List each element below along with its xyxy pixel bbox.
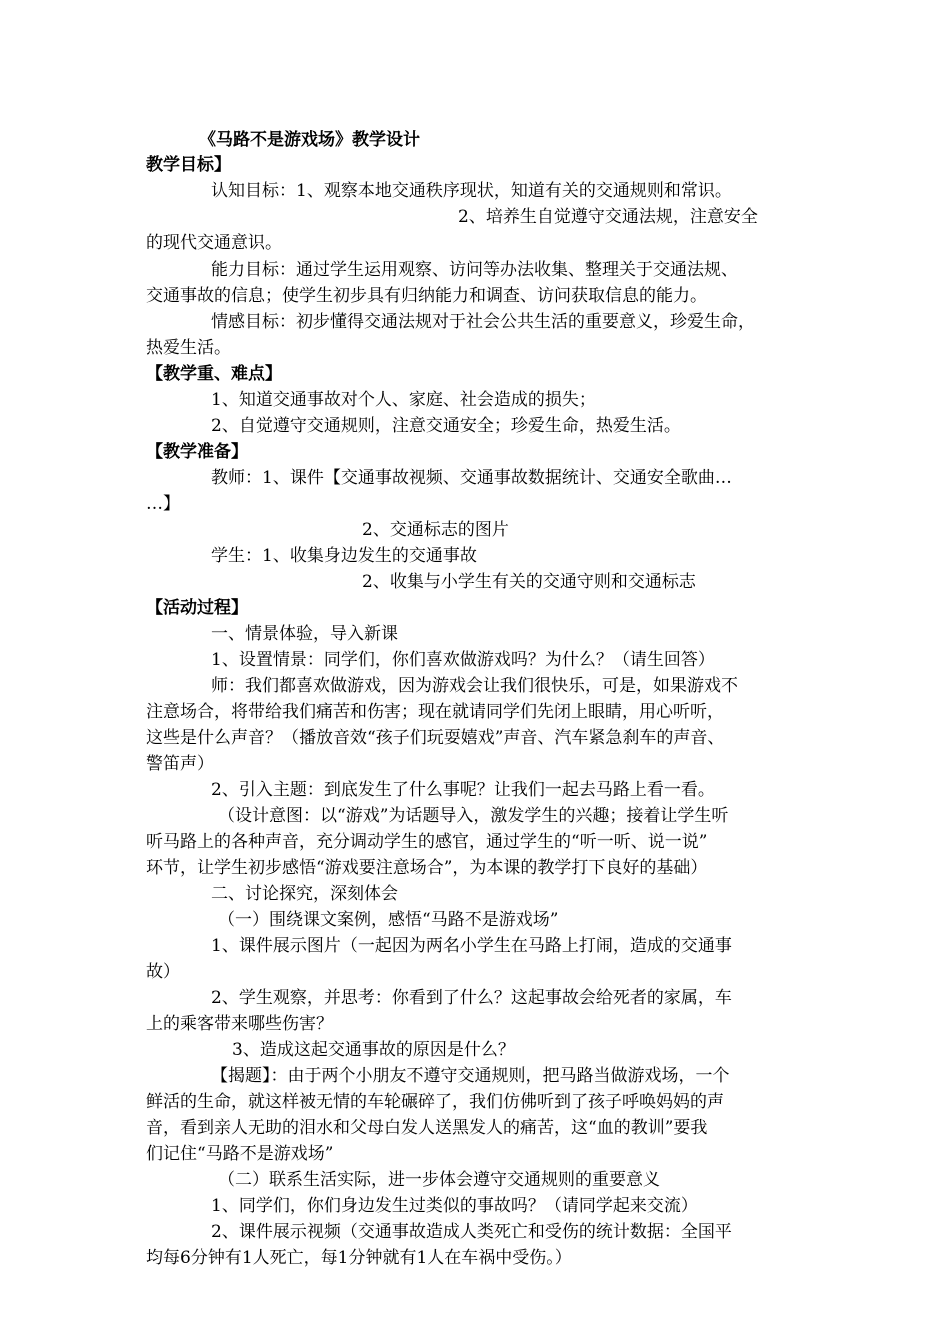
document-title: 《马路不是游戏场》教学设计 (199, 130, 420, 150)
body-line: 教师：1、课件【交通事故视频、交通事故数据统计、交通安全歌曲… (211, 468, 732, 488)
body-line: 鲜活的生命，就这样被无情的车轮碾碎了，我们仿佛听到了孩子呼唤妈妈的声 (146, 1092, 724, 1112)
body-line: 学生：1、收集身边发生的交通事故 (211, 546, 477, 566)
body-line: 们记住“马路不是游戏场” (146, 1144, 334, 1164)
body-line: （设计意图：以“游戏”为话题导入，激发学生的兴趣；接着让学生听 (218, 806, 729, 826)
body-line: 2、收集与小学生有关的交通守则和交通标志 (362, 572, 696, 592)
body-line: 【揭题】：由于两个小朋友不遵守交通规则，把马路当做游戏场，一个 (211, 1066, 730, 1086)
body-line: 2、交通标志的图片 (362, 520, 509, 540)
body-line: 2、课件展示视频（交通事故造成人类死亡和受伤的统计数据：全国平 (211, 1222, 732, 1242)
body-line: 均每6分钟有1人死亡，每1分钟就有1人在车祸中受伤。） (146, 1248, 572, 1268)
body-line: 2、培养生自觉遵守交通法规，注意安全 (458, 207, 758, 227)
body-line: 1、同学们，你们身边发生过类似的事故吗？（请同学起来交流） (211, 1196, 698, 1216)
section-heading: 【活动过程】 (146, 598, 248, 618)
body-line: 听马路上的各种声音，充分调动学生的感官，通过学生的“听一听、说一说” (146, 832, 708, 852)
body-line: 3、造成这起交通事故的原因是什么？ (232, 1040, 515, 1060)
body-line: 警笛声） (146, 754, 214, 774)
body-line: 上的乘客带来哪些伤害？ (146, 1014, 333, 1034)
body-line: （二）联系生活实际，进一步体会遵守交通规则的重要意义 (218, 1170, 660, 1190)
body-line: 2、引入主题：到底发生了什么事呢？让我们一起去马路上看一看。 (211, 780, 715, 800)
body-line: 环节，让学生初步感悟“游戏要注意场合”，为本课的教学打下良好的基础） (146, 858, 708, 878)
body-line: 1、知道交通事故对个人、家庭、社会造成的损失； (211, 390, 596, 410)
body-line: 音，看到亲人无助的泪水和父母白发人送黑发人的痛苦，这“血的教训”要我 (146, 1118, 708, 1138)
body-line: 注意场合，将带给我们痛苦和伤害；现在就请同学们先闭上眼睛，用心听听， (146, 702, 724, 722)
section-heading: 【教学重、难点】 (146, 364, 282, 384)
body-line: 的现代交通意识。 (146, 233, 282, 253)
body-line: 故） (146, 962, 180, 982)
body-line: 1、设置情景：同学们，你们喜欢做游戏吗？为什么？（请生回答） (211, 650, 715, 670)
body-line: 一、情景体验，导入新课 (211, 624, 398, 644)
body-line: 这些是什么声音？（播放音效“孩子们玩耍嬉戏”声音、汽车紧急刹车的声音、 (146, 728, 725, 748)
body-line: 情感目标：初步懂得交通法规对于社会公共生活的重要意义，珍爱生命， (211, 312, 755, 332)
body-line: …】 (146, 494, 180, 514)
section-heading: 【教学准备】 (146, 442, 248, 462)
body-line: 1、课件展示图片（一起因为两名小学生在马路上打闹，造成的交通事 (211, 936, 732, 956)
body-line: 能力目标：通过学生运用观察、访问等办法收集、整理关于交通法规、 (211, 260, 738, 280)
body-line: 热爱生活。 (146, 338, 231, 358)
body-line: 交通事故的信息；使学生初步具有归纳能力和调查、访问获取信息的能力。 (146, 286, 707, 306)
section-heading: 教学目标】 (146, 155, 231, 175)
body-line: 师：我们都喜欢做游戏，因为游戏会让我们很快乐，可是，如果游戏不 (211, 676, 738, 696)
body-line: 2、自觉遵守交通规则，注意交通安全；珍爱生命，热爱生活。 (211, 416, 681, 436)
body-line: 2、学生观察，并思考：你看到了什么？这起事故会给死者的家属，车 (211, 988, 732, 1008)
body-line: （一）围绕课文案例，感悟“马路不是游戏场” (218, 910, 559, 930)
body-line: 认知目标：1、观察本地交通秩序现状，知道有关的交通规则和常识。 (211, 181, 732, 201)
body-line: 二、讨论探究，深刻体会 (211, 884, 398, 904)
